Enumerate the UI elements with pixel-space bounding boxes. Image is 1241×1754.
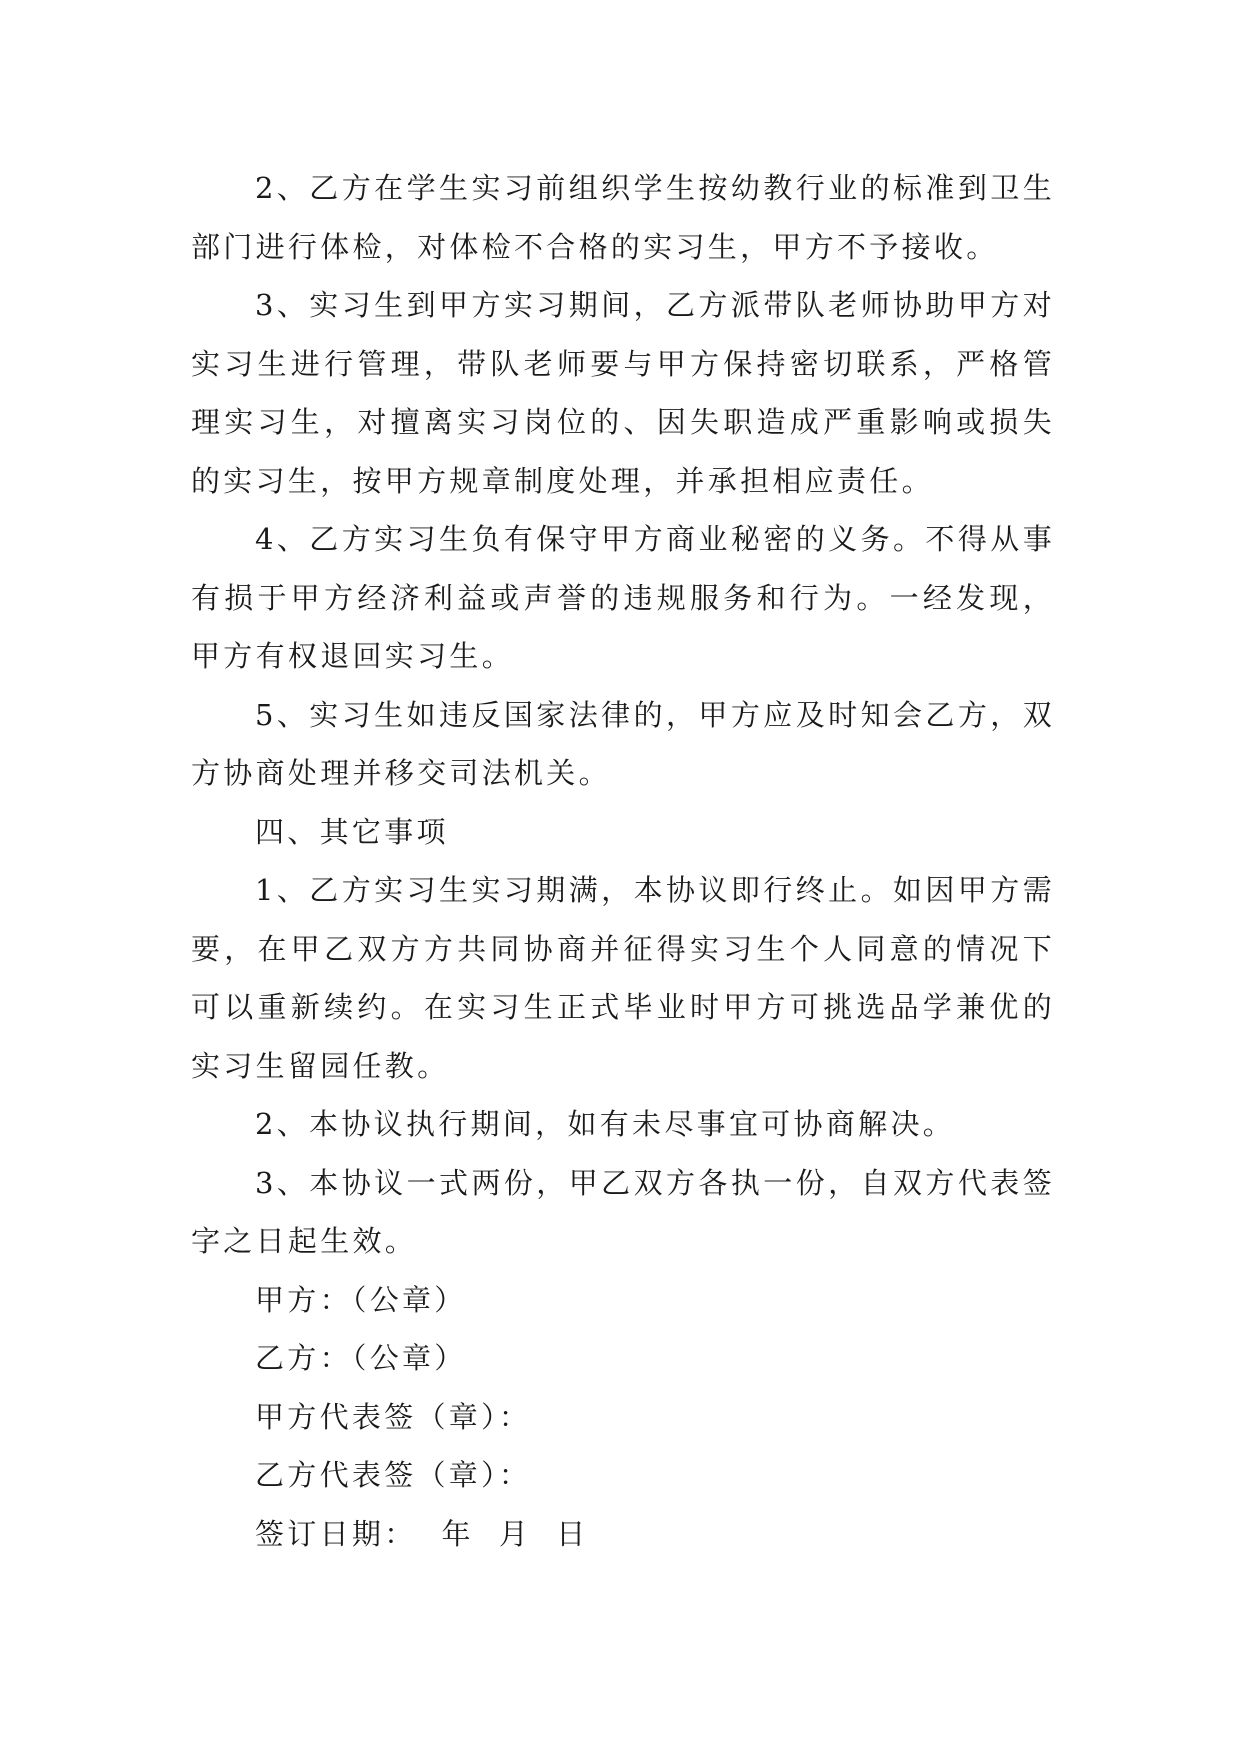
signing-date: 签订日期： 年 月 日 xyxy=(255,1516,589,1551)
clause-2-health-check: 2、乙方在学生实习前组织学生按幼教行业的标准到卫生部门进行体检，对体检不合格的实习生，甲方不予接收。 xyxy=(191,171,1055,264)
clause-3-supervision: 3、实习生到甲方实习期间，乙方派带队老师协助甲方对实习生进行管理，带队老师要与甲方保持密切联系，严格管理实习生，对擅离实习岗位的、因失职造成严重影响或损失的实习生，按甲方规章制度处理，并承担相应责任。 xyxy=(191,288,1055,498)
other-clause-2-unresolved: 2、本协议执行期间，如有未尽事宜可协商解决。 xyxy=(255,1107,956,1141)
clause-5-legal-violation: 5、实习生如违反国家法律的，甲方应及时知会乙方，双方协商处理并移交司法机关。 xyxy=(191,697,1055,790)
party-a-representative: 甲方代表签（章）： xyxy=(255,1399,532,1434)
other-clause-3-copies: 3、本协议一式两份，甲乙双方各执一份，自双方代表签字之日起生效。 xyxy=(191,1165,1055,1258)
section-heading-other-matters: 四、其它事项 xyxy=(255,814,449,849)
party-b-seal: 乙方：（公章） xyxy=(255,1341,467,1375)
document-body xyxy=(191,159,1055,1563)
other-clause-1-termination: 1、乙方实习生实习期满，本协议即行终止。如因甲方需要，在甲乙双方方共同协商并征得实习生个人同意的情况下可以重新续约。在实习生正式毕业时甲方可挑选品学兼优的实习生留园任教。 xyxy=(191,873,1055,1083)
clause-4-confidentiality: 4、乙方实习生负有保守甲方商业秘密的义务。不得从事有损于甲方经济利益或声誉的违规服务和行为。一经发现，甲方有权退回实习生。 xyxy=(191,522,1055,673)
party-a-seal: 甲方：（公章） xyxy=(255,1282,467,1317)
party-b-representative: 乙方代表签（章）： xyxy=(255,1458,532,1492)
